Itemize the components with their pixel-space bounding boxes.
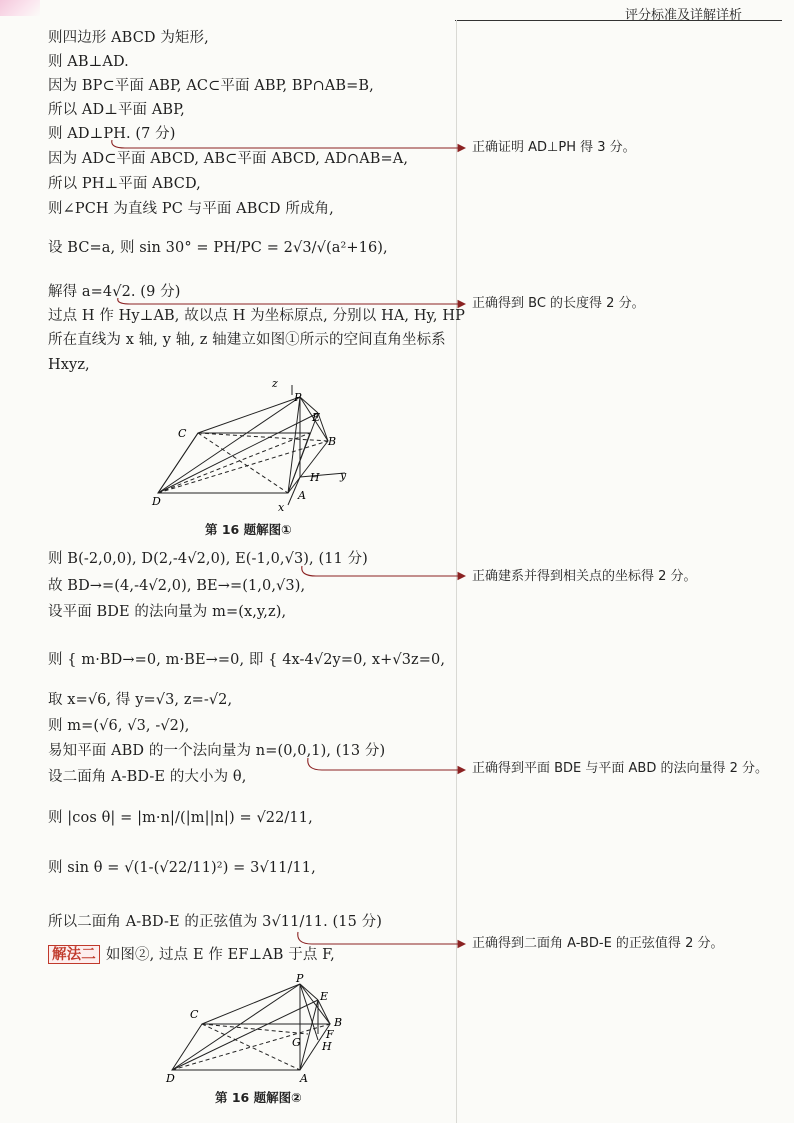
solution-line: 则四边形 ABCD 为矩形, xyxy=(48,30,209,46)
solution-line: 则 sin θ = √(1-(√22/11)²) = 3√11/11, xyxy=(48,860,316,876)
figure-1-label: x xyxy=(278,501,285,514)
figure-2-label: D xyxy=(166,1072,175,1085)
figure-2-label: C xyxy=(190,1008,199,1021)
solution-line: 则 AB⊥AD. xyxy=(48,54,129,70)
margin-note: 正确得到平面 BDE 与平面 ABD 的法向量得 2 分。 xyxy=(472,761,769,776)
solution-line-text: 如图②, 过点 E 作 EF⊥AB 于点 F, xyxy=(105,947,335,963)
figure-1-label: H xyxy=(310,471,320,484)
arrow-note-1 xyxy=(112,140,465,148)
solution-line: 则 { m·BD→=0, m·BE→=0, 即 { 4x-4√2y=0, x+√3z=0, xyxy=(48,652,446,668)
solution-line: 则 AD⊥PH. (7 分) xyxy=(48,126,176,142)
figure-1-label: E xyxy=(312,411,321,424)
figure-2-label: E xyxy=(320,990,329,1003)
margin-note: 正确证明 AD⊥PH 得 3 分。 xyxy=(472,140,636,155)
solution-line: 则∠PCH 为直线 PC 与平面 ABCD 所成角, xyxy=(48,201,334,217)
margin-note: 正确得到二面角 A-BD-E 的正弦值得 2 分。 xyxy=(472,936,724,951)
solution-line: 取 x=√6, 得 y=√3, z=-√2, xyxy=(48,692,233,708)
figure-2-caption: 第 16 题解图② xyxy=(215,1090,302,1105)
page-header: 评分标准及详解详析 xyxy=(624,8,742,23)
figure-1-label: A xyxy=(298,489,306,502)
figure-1-label: y xyxy=(340,469,347,482)
figure-1-label: z xyxy=(272,377,278,390)
figure-1-label: D xyxy=(152,495,161,508)
margin-note: 正确得到 BC 的长度得 2 分。 xyxy=(472,296,645,311)
figure-1-label: P xyxy=(294,391,302,404)
figure-1-label: B xyxy=(328,435,337,448)
solution-line: 则 |cos θ| = |m·n|/(|m||n|) = √22/11, xyxy=(48,810,313,826)
figure-2-label: F xyxy=(326,1028,334,1041)
solution-line: 所以 PH⊥平面 ABCD, xyxy=(48,176,201,192)
solution-line: 因为 AD⊂平面 ABCD, AB⊂平面 ABCD, AD∩AB=A, xyxy=(48,151,409,167)
figure-2-label: P xyxy=(296,972,304,985)
solution-line: 则 m=(√6, √3, -√2), xyxy=(48,718,190,734)
solution-line: 故 BD→=(4,-4√2,0), BE→=(1,0,√3), xyxy=(48,578,306,594)
figure-2-label: A xyxy=(300,1072,308,1085)
solution-line: 易知平面 ABD 的一个法向量为 n=(0,0,1), (13 分) xyxy=(48,743,386,759)
arrow-note-2 xyxy=(118,298,465,304)
figure-2-label: G xyxy=(292,1036,301,1049)
solution-line: 设二面角 A-BD-E 的大小为 θ, xyxy=(48,769,247,785)
solution-line: 设 BC=a, 则 sin 30° = PH/PC = 2√3/√(a²+16), xyxy=(48,240,388,256)
figure-1-caption: 第 16 题解图① xyxy=(205,522,292,537)
arrow-note-4 xyxy=(308,758,465,770)
solution-line: 所在直线为 x 轴, y 轴, z 轴建立如图①所示的空间直角坐标系 xyxy=(48,332,446,348)
margin-note: 正确建系并得到相关点的坐标得 2 分。 xyxy=(472,569,697,584)
solution-line: 设平面 BDE 的法向量为 m=(x,y,z), xyxy=(48,604,287,620)
arrow-note-5 xyxy=(298,932,465,944)
arrow-note-3 xyxy=(302,566,465,576)
solution-line: 因为 BP⊂平面 ABP, AC⊂平面 ABP, BP∩AB=B, xyxy=(48,78,374,94)
figure-2-label: B xyxy=(334,1016,343,1029)
method-badge: 解法二 xyxy=(48,945,100,964)
figure-2-label: H xyxy=(322,1040,332,1053)
figure-1-label: C xyxy=(178,427,187,440)
solution-line: 则 B(-2,0,0), D(2,-4√2,0), E(-1,0,√3), (11 分) xyxy=(48,551,368,567)
solution-line: 所以二面角 A-BD-E 的正弦值为 3√11/11. (15 分) xyxy=(48,914,382,930)
solution-line: Hxyz, xyxy=(48,357,90,373)
solution-line: 所以 AD⊥平面 ABP, xyxy=(48,102,185,118)
solution-line: 解得 a=4√2. (9 分) xyxy=(48,284,181,300)
solution-line: 过点 H 作 Hy⊥AB, 故以点 H 为坐标原点, 分别以 HA, Hy, HP xyxy=(48,308,465,324)
